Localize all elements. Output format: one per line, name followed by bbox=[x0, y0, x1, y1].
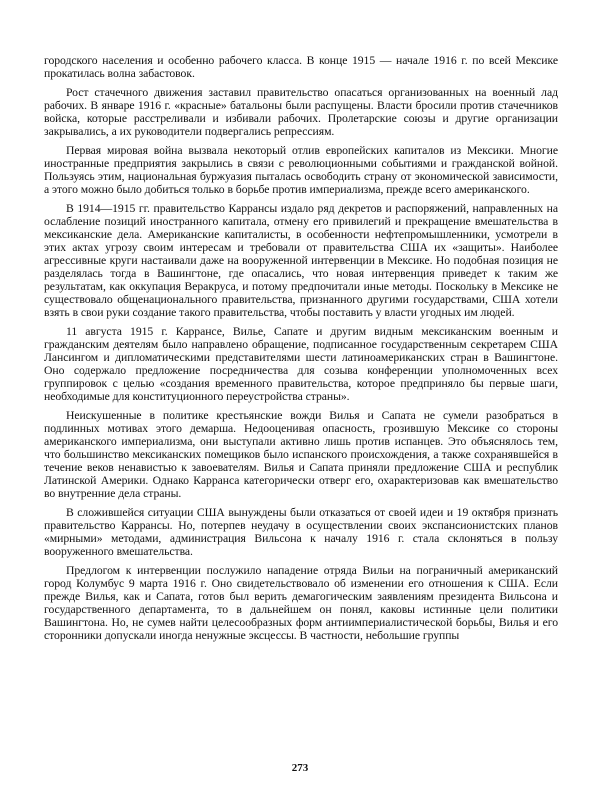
page-number: 273 bbox=[291, 762, 309, 774]
paragraph-6: Неискушенные в политике крестьянские вожди Вилья и Сапата не сумели разобраться в подлинных мотивах этого демарша. Недооценивая опасность, грозившую Мексике со стороны американского империализма, они выступали активно лишь против испанцев. Это объяснялось тем, что большинство мексиканских помещиков было испанского происхождения, а также сохранявшейся в течение веков ненавистью к завоевателям. Вилья и Сапата приняли предложение США и республик Латинской Америки. Однако Карранса категорически отверг его, охарактеризовав как вмешательство во внутренние дела страны. bbox=[44, 409, 558, 500]
body-text bbox=[44, 54, 558, 648]
paragraph-7: В сложившейся ситуации США вынуждены были отказаться от своей идеи и 19 октября признать правительство Каррансы. Но, потерпев неудачу в осуществлении своих экспансионистских планов «мирными» методами, администрация Вильсона к началу 1916 г. стала склоняться в пользу вооруженного вмешательства. bbox=[44, 506, 558, 558]
paragraph-4: В 1914—1915 гг. правительство Каррансы издало ряд декретов и распоряжений, направленных на ослабление позиций иностранного капитала, отмену его привилегий и прекращение вмешательства в мексиканские дела. Американские капиталисты, в особенности нефтепромышленники, усмотрели в этих актах угрозу своим интересам и требовали от правительства США их «защиты». Наиболее агрессивные круги настаивали даже на вооруженной интервенции в Мексике. Но подобная позиция не разделялась тогда в Вашингтоне, где опасались, что новая интервенция приведет к таким же результатам, как оккупация Веракруса, и потому предпочитали иные методы. Поскольку в Мексике не существовало общенационального правительства, признанного другими государствами, США хотели взять в свои руки создание такого правительства, чтобы поставить у власти угодных им людей. bbox=[44, 202, 558, 319]
paragraph-3: Первая мировая война вызвала некоторый отлив европейских капиталов из Мексики. Многие иностранные предприятия закрылись в связи с революционными событиями и гражданской войной. Пользуясь этим, национальная буржуазия пыталась освободить страну от экономической зависимости, а этого можно было добиться только в борьбе против империализма, прежде всего американского. bbox=[44, 144, 558, 196]
paragraph-8: Предлогом к интервенции послужило нападение отряда Вильи на пограничный американский город Колумбус 9 марта 1916 г. Оно свидетельствовало об изменении его отношения к США. Если прежде Вилья, как и Сапата, готов был верить демагогическим заявлениям президента Вильсона и государственного департамента, то в дальнейшем он понял, каковы истинные цели политики Вашингтона. Но, не сумев найти целесообразных форм антиимпериалистической борьбы, Вилья и его сторонники допускали иногда ненужные эксцессы. В частности, небольшие группы bbox=[44, 564, 558, 642]
paragraph-1: городского населения и особенно рабочего класса. В конце 1915 — начале 1916 г. по всей Мексике прокатилась волна забастовок. bbox=[44, 54, 558, 80]
paragraph-2: Рост стачечного движения заставил правительство опасаться организованных на военный лад рабочих. В январе 1916 г. «красные» батальоны были распущены. Власти бросили против стачечников войска, которые расстреливали и избивали рабочих. Пролетарские союзы и другие организации закрывались, а их руководители подвергались репрессиям. bbox=[44, 86, 558, 138]
paragraph-5: 11 августа 1915 г. Каррансе, Вилье, Сапате и другим видным мексиканским военным и гражданским деятелям было направлено обращение, подписанное государственным секретарем США Лансингом и дипломатическими представителями шести латиноамериканских стран в Вашингтоне. Оно содержало предложение посредничества для созыва конференции уполномоченных всех группировок с целью «создания временного правительства, которое предприняло бы первые шаги, необходимые для конституционного переустройства страны». bbox=[44, 325, 558, 403]
